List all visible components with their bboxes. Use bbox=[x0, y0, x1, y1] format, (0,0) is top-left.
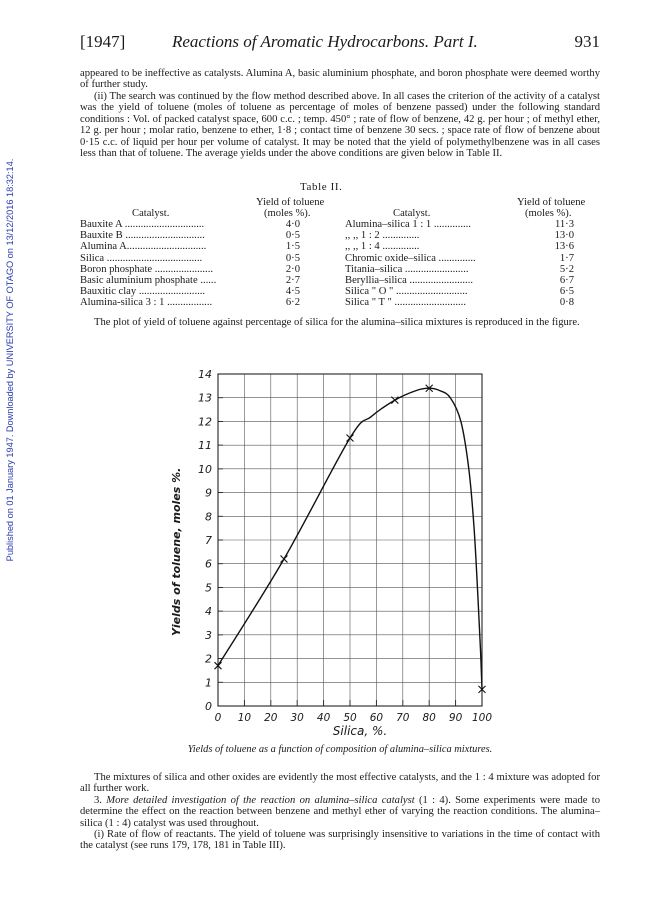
left-yield-7: 6·2 bbox=[285, 297, 300, 309]
y-tick-label-9: 9 bbox=[205, 486, 212, 500]
y-tick-label-14: 14 bbox=[198, 368, 212, 381]
left-catalyst-4: Boron phosphate ...................... bbox=[80, 263, 214, 275]
x-tick-label-10: 10 bbox=[237, 712, 252, 724]
right-catalyst-0: Alumina–silica 1 : 1 .............. bbox=[345, 219, 471, 230]
left-yield-0: 4·0 bbox=[285, 219, 300, 230]
right-catalyst-4: Titania–silica ........................ bbox=[345, 263, 469, 275]
right-yield-2: 13·6 bbox=[554, 241, 574, 253]
x-axis-label: Silica, %. bbox=[332, 724, 388, 738]
right-catalyst-5: Beryllia–silica ........................ bbox=[345, 275, 473, 286]
paragraph-6 bbox=[80, 829, 600, 852]
y-tick-label-6: 6 bbox=[205, 557, 212, 571]
paragraph-6-text: (i) Rate of flow of reactants. The yield of toluene was surprisingly insensitive to variations in the time of contact with the catalyst (see runs 179, 178, 181 in Table III). bbox=[80, 829, 600, 852]
left-yield-head-1: Yield of toluene bbox=[256, 197, 325, 208]
right-yield-0: 11·3 bbox=[554, 219, 574, 230]
paragraph-5-italic: More detailed investigation of the reaction on alumina–silica catalyst bbox=[106, 795, 415, 806]
left-yield-5: 2·7 bbox=[285, 275, 300, 286]
y-tick-label-10: 10 bbox=[198, 462, 212, 476]
header-title: Reactions of Aromatic Hydrocarbons. Part I. bbox=[172, 32, 478, 51]
x-tick-label-50: 50 bbox=[343, 712, 357, 724]
page-header bbox=[80, 32, 600, 52]
paragraph-4-text: The mixtures of silica and other oxides are evidently the most effective catalysts, and the 1 : 4 mixture was adopted for all further work. bbox=[80, 772, 600, 795]
y-tick-label-1: 1 bbox=[205, 676, 212, 690]
page-number: 931 bbox=[574, 32, 600, 51]
left-yield-6: 4·5 bbox=[285, 286, 300, 298]
left-yield-2: 1·5 bbox=[285, 241, 300, 253]
left-catalyst-2: Alumina A.............................. bbox=[80, 241, 207, 253]
y-tick-label-0: 0 bbox=[205, 700, 212, 713]
y-tick-label-7: 7 bbox=[205, 534, 212, 547]
y-tick-label-4: 4 bbox=[205, 605, 212, 619]
right-yield-7: 0·8 bbox=[559, 297, 574, 309]
download-watermark-text: Published on 01 January 1947. Downloaded by UNIVERSITY OF OTAGO on 13/12/2016 18:32:14. bbox=[5, 158, 15, 562]
y-tick-label-3: 3 bbox=[205, 628, 212, 642]
x-tick-label-20: 20 bbox=[264, 712, 278, 724]
x-tick-label-80: 80 bbox=[422, 712, 436, 724]
left-yield-3: 0·5 bbox=[285, 252, 300, 264]
header-year: [1947] bbox=[80, 32, 126, 51]
left-yield-4: 2·0 bbox=[285, 263, 300, 275]
paragraph-3-text: The plot of yield of toluene against percentage of silica for the alumina–silica mixtures is reproduced in the figure. bbox=[94, 317, 580, 328]
x-tick-label-40: 40 bbox=[316, 712, 331, 724]
right-catalyst-head: Catalyst. bbox=[393, 208, 431, 219]
left-catalyst-0: Bauxite A .............................. bbox=[80, 219, 205, 230]
right-yield-3: 1·7 bbox=[559, 252, 574, 264]
y-tick-label-8: 8 bbox=[205, 510, 212, 524]
right-yield-head-2: (moles %). bbox=[525, 208, 572, 219]
left-yield-1: 0·5 bbox=[285, 230, 300, 242]
x-tick-label-0: 0 bbox=[214, 712, 222, 724]
download-watermark bbox=[2, 130, 18, 590]
x-tick-label-30: 30 bbox=[290, 712, 304, 724]
x-tick-label-60: 60 bbox=[369, 712, 384, 724]
right-catalyst-3: Chromic oxide–silica .............. bbox=[345, 252, 476, 264]
left-catalyst-5: Basic aluminium phosphate ...... bbox=[80, 275, 217, 286]
table-right bbox=[345, 197, 600, 307]
right-yield-head-1: Yield of toluene bbox=[517, 197, 586, 208]
left-catalyst-3: Silica .................................... bbox=[80, 252, 203, 264]
paragraph-5-rest: (1 : 4). Some experiments were made to determine the effect on the reaction between benzene and methyl ether of varying the reaction conditions. The alumina–silica (1 : 4) catalyst was used throughout. bbox=[80, 795, 601, 829]
right-yield-6: 6·5 bbox=[559, 286, 574, 298]
right-catalyst-1: ,, ,, 1 : 2 .............. bbox=[345, 230, 420, 242]
left-yield-head-2: (moles %). bbox=[264, 208, 311, 219]
y-tick-label-5: 5 bbox=[205, 581, 212, 595]
x-tick-label-70: 70 bbox=[396, 712, 410, 724]
paragraph-3 bbox=[80, 317, 600, 328]
paragraph-5-num: 3. bbox=[94, 795, 102, 806]
right-catalyst-6: Silica " O " ........................... bbox=[345, 286, 468, 298]
left-catalyst-6: Bauxitic clay ......................... bbox=[80, 286, 206, 298]
paragraph-2-text: (ii) The search was continued by the flow method described above. In all cases the criterion of the activity of a catalyst was the yield of toluene (moles of toluene as percentage of moles of benzene passed) under the following standard conditions : Vol. of packed catalyst space, 600 c.c. ; temp. 450° ; rate of flow of benzene, 42 g. per hour ; of methyl ether, 12 g. per hour ; molar ratio, benzene to ether, 1·8 ; contact time of benzene 30 secs. ; space rate of flow of benzene about 0·15 c.c. of liquid per hour per volume of catalyst. It may be noted that the yield of polymethylbenzene was in all cases less than that of toluene. The average yields under the above conditions are given below in Table II. bbox=[80, 91, 600, 160]
paragraph-2 bbox=[80, 91, 600, 159]
left-catalyst-7: Alumina-silica 3 : 1 ................. bbox=[80, 297, 213, 309]
paragraph-4 bbox=[80, 772, 600, 795]
y-tick-label-2: 2 bbox=[205, 652, 212, 666]
y-tick-label-11: 11 bbox=[198, 439, 212, 453]
paragraph-1: appeared to be ineffective as catalysts. Alumina A, basic aluminium phosphate, and boron phosphate were deemed worthy of further study. bbox=[80, 68, 600, 91]
y-tick-label-13: 13 bbox=[198, 391, 212, 405]
table-left bbox=[80, 197, 325, 309]
left-catalyst-1: Bauxite B .............................. bbox=[80, 230, 205, 242]
x-tick-label-100: 100 bbox=[471, 712, 493, 724]
right-yield-5: 6·7 bbox=[559, 275, 574, 286]
toluene-yield-chart bbox=[160, 368, 520, 748]
figure-caption: Yields of toluene as a function of composition of alumina–silica mixtures. bbox=[187, 744, 493, 755]
right-catalyst-7: Silica " T " ........................... bbox=[345, 297, 466, 309]
right-yield-1: 13·0 bbox=[554, 230, 574, 242]
chart-grid bbox=[218, 374, 482, 706]
table-title: Table II. bbox=[300, 181, 343, 193]
y-tick-label-12: 12 bbox=[198, 415, 212, 429]
x-tick-label-90: 90 bbox=[448, 712, 463, 724]
data-point-1 bbox=[281, 555, 288, 562]
right-catalyst-2: ,, ,, 1 : 4 .............. bbox=[345, 241, 420, 253]
right-yield-4: 5·2 bbox=[559, 263, 574, 275]
paragraph-5 bbox=[80, 795, 600, 829]
y-axis-label: Yields of toluene, moles %. bbox=[170, 467, 183, 637]
left-catalyst-head: Catalyst. bbox=[132, 208, 170, 219]
